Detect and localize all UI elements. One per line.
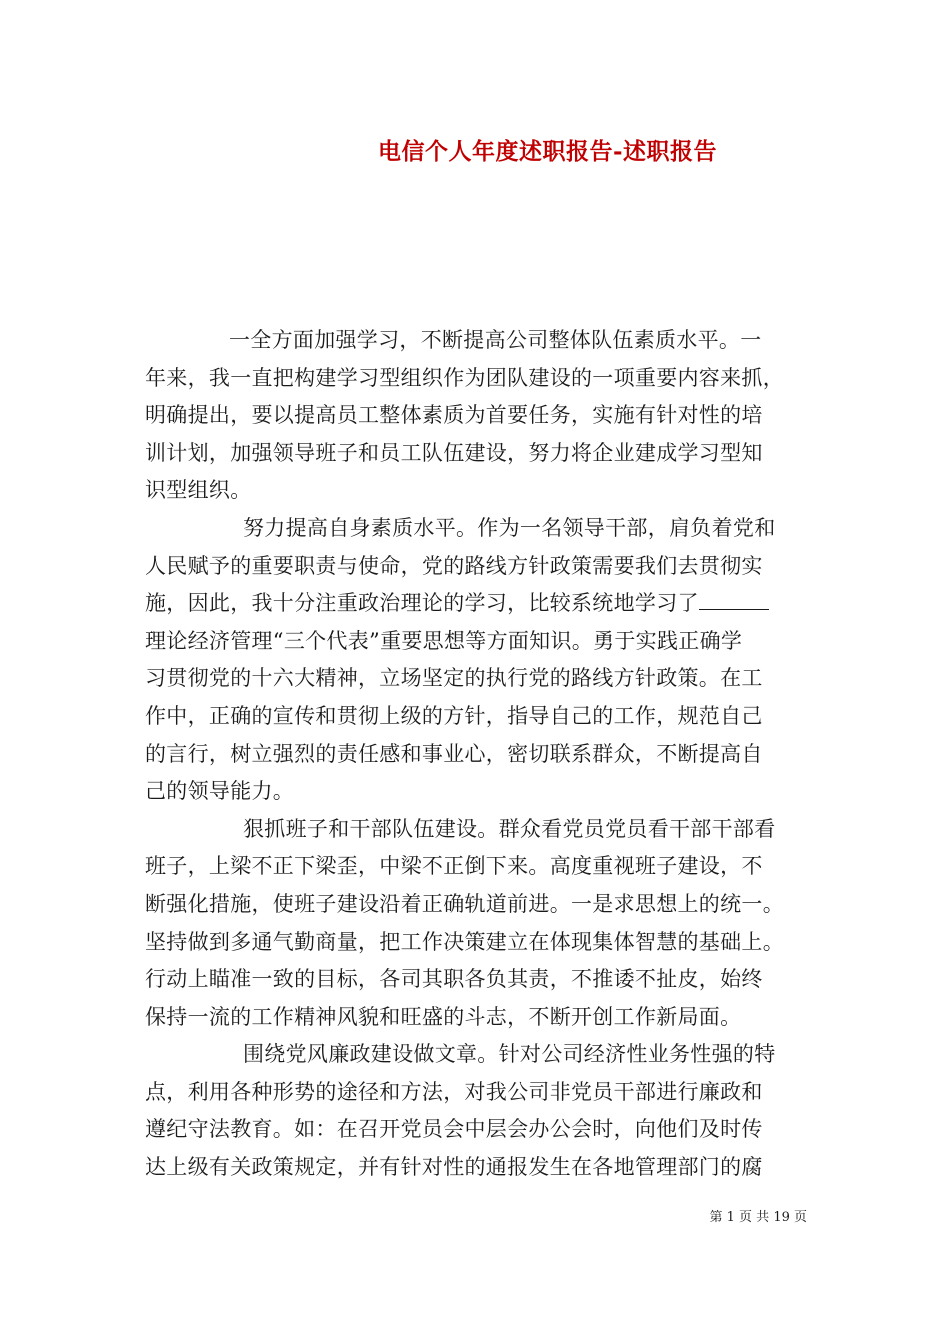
paragraph-line-with-blank bbox=[145, 585, 810, 623]
paragraph-line: 保持一流的工作精神风貌和旺盛的斗志，不断开创工作新局面。 bbox=[145, 1004, 742, 1029]
paragraph-line: 训计划，加强领导班子和员工队伍建设，努力将企业建成学习型知 bbox=[145, 440, 763, 465]
paragraph-2 bbox=[145, 510, 810, 811]
paragraph-line: 断强化措施，使班子建设沿着正确轨道前进。一是求思想上的统一。 bbox=[145, 891, 784, 916]
paragraph-line: 年来，我一直把构建学习型组织作为团队建设的一项重要内容来抓， bbox=[145, 365, 784, 390]
paragraph-line: 坚持做到多通气勤商量，把工作决策建立在体现集体智慧的基础上。 bbox=[145, 929, 784, 954]
paragraph-line: 班子，上梁不正下梁歪，中梁不正倒下来。高度重视班子建设，不 bbox=[145, 854, 763, 879]
paragraph-line: 努力提高自身素质水平。作为一名领导干部，肩负着党和 bbox=[243, 515, 776, 540]
document-title: 电信个人年度述职报告-述职报告 bbox=[377, 138, 718, 165]
paragraph-4 bbox=[145, 1036, 810, 1186]
paragraph-line: 狠抓班子和干部队伍建设。群众看党员党员看干部干部看 bbox=[243, 816, 776, 841]
paragraph-line-text: 施，因此，我十分注重政治理论的学习，比较系统地学习了 bbox=[145, 591, 699, 616]
paragraph-1 bbox=[145, 322, 810, 510]
paragraph-line: 遵纪守法教育。如：在召开党员会中层会办公会时，向他们及时传 bbox=[145, 1117, 763, 1142]
fill-in-blank bbox=[699, 591, 769, 610]
page-number-footer: 第 1 页 共 19 页 bbox=[709, 1210, 807, 1225]
paragraph-line: 一全方面加强学习，不断提高公司整体队伍素质水平。一 bbox=[229, 328, 762, 352]
paragraph-line: 点，利用各种形势的途径和方法，对我公司非党员干部进行廉政和 bbox=[145, 1079, 763, 1104]
paragraph-line: 的言行，树立强烈的责任感和事业心，密切联系群众，不断提高自 bbox=[145, 741, 763, 766]
paragraph-line: 明确提出，要以提高员工整体素质为首要任务，实施有针对性的培 bbox=[145, 403, 763, 428]
paragraph-line: 作中，正确的宣传和贯彻上级的方针，指导自己的工作，规范自己 bbox=[145, 703, 763, 728]
paragraph-line: 达上级有关政策规定，并有针对性的通报发生在各地管理部门的腐 bbox=[145, 1155, 763, 1180]
paragraph-line: 理论经济管理“三个代表”重要思想等方面知识。勇于实践正确学 bbox=[145, 628, 743, 653]
paragraph-line: 识型组织。 bbox=[145, 478, 252, 503]
paragraph-line: 围绕党风廉政建设做文章。针对公司经济性业务性强的特 bbox=[243, 1042, 776, 1067]
paragraph-line: 己的领导能力。 bbox=[145, 779, 295, 804]
paragraph-3 bbox=[145, 811, 810, 1037]
paragraph-line: 行动上瞄准一致的目标，各司其职各负其责，不推诿不扯皮，始终 bbox=[145, 967, 763, 992]
paragraph-line: 习贯彻党的十六大精神，立场坚定的执行党的路线方针政策。在工 bbox=[145, 666, 763, 691]
paragraph-line: 人民赋予的重要职责与使命，党的路线方针政策需要我们去贯彻实 bbox=[145, 553, 763, 578]
document-body bbox=[145, 322, 810, 1187]
